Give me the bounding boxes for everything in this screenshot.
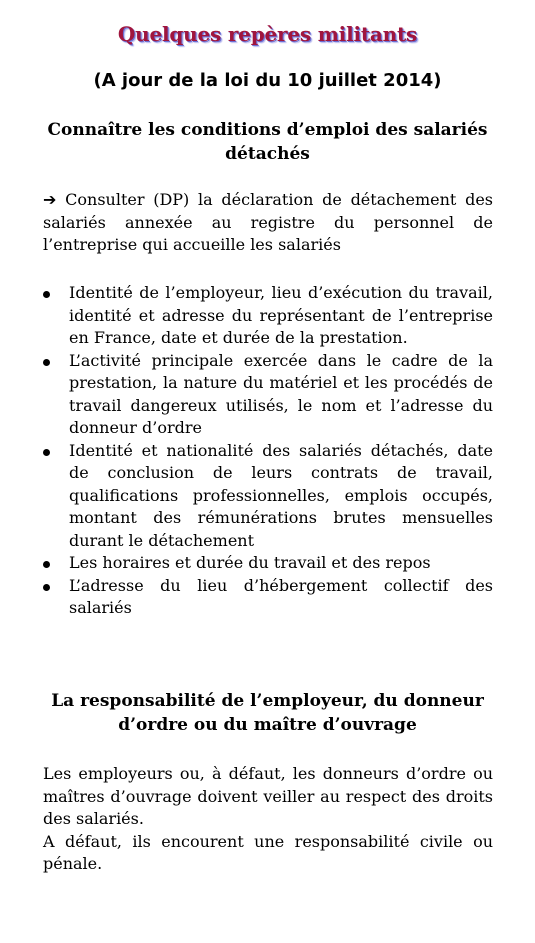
section2-paragraph-2: A défaut, ils encourent une responsabilité civile ou pénale. <box>43 831 493 873</box>
list-item-text: Identité et nationalité des salariés détachés, date de conclusion de leurs contrats de travail, qualifications professionnelles, emplois occupés, montant des rémunérations brutes mensuelles durant le détachement <box>69 440 493 550</box>
bullet-icon <box>43 584 50 591</box>
section1-intro <box>43 189 493 257</box>
list-item <box>43 350 493 440</box>
list-item <box>43 552 493 575</box>
section2-paragraph-1: Les employeurs ou, à défaut, les donneurs d’ordre ou maîtres d’ouvrage doivent veiller au respect des droits des salariés. <box>43 764 493 828</box>
section2-heading: La responsabilité de l’employeur, du donneur d’ordre ou du maître d’ouvrage <box>51 691 484 735</box>
list-item-text: Les horaires et durée du travail et des repos <box>69 553 431 572</box>
page-title: Quelques repères militants <box>117 22 418 46</box>
list-item <box>43 282 493 350</box>
bullet-icon <box>43 449 50 456</box>
page-subtitle: (A jour de la loi du 10 juillet 2014) <box>93 70 442 91</box>
bullet-icon <box>43 291 50 298</box>
list-item-text: L’activité principale exercée dans le cadre de la prestation, la nature du matériel et les procédés de travail dangereux utilisés, le nom et l’adresse du donneur d’ordre <box>69 350 493 437</box>
section2-body <box>43 763 493 876</box>
section1-intro-text: Consulter (DP) la déclaration de détachement des salariés annexée au registre du personnel de l’entreprise qui accueille les salariés <box>43 190 494 254</box>
list-item <box>43 440 493 553</box>
bullet-icon <box>43 359 50 366</box>
section1-heading: Connaître les conditions d’emploi des salariés détachés <box>47 120 488 164</box>
list-item-text: L’adresse du lieu d’hébergement collectif des salariés <box>69 575 493 617</box>
list-item <box>43 575 493 620</box>
list-item-text: Identité de l’employeur, lieu d’exécution du travail, identité et adresse du représentant de l’entreprise en France, date et durée de la prestation. <box>69 283 493 347</box>
bullet-icon <box>43 561 50 568</box>
section1-bullet-list <box>43 282 493 620</box>
arrow-right-icon: ➔ <box>43 190 57 209</box>
